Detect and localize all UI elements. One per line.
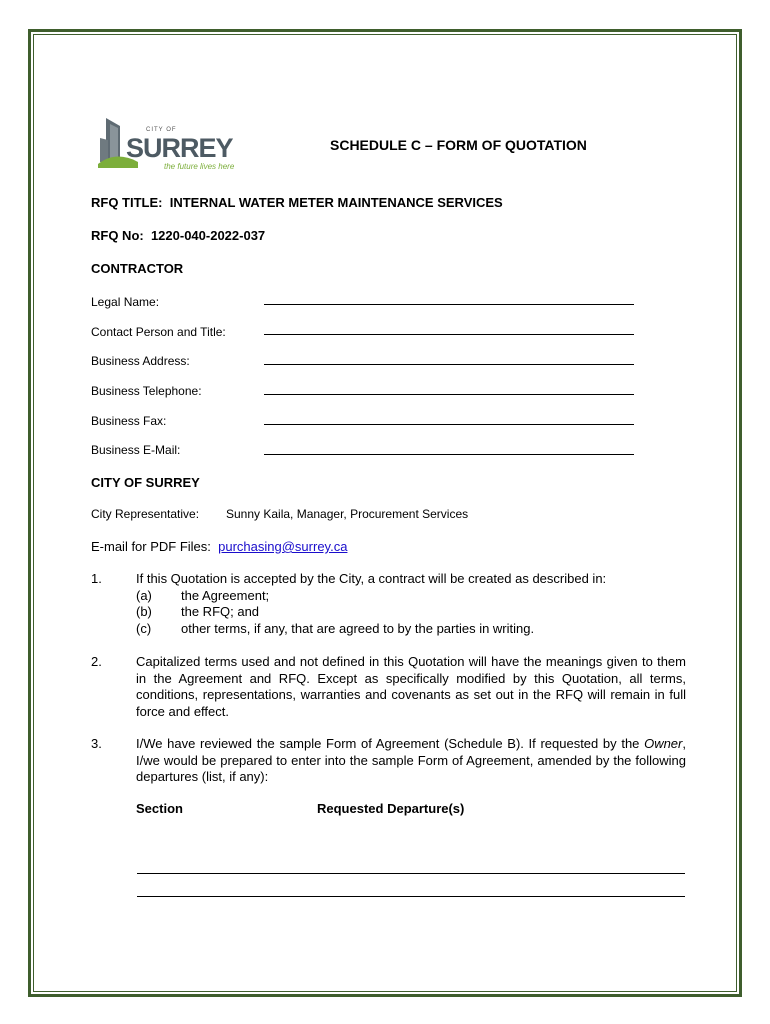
business-telephone-label: Business Telephone:: [91, 384, 202, 398]
rfq-title-value: INTERNAL WATER METER MAINTENANCE SERVICES: [169, 195, 503, 210]
logo-name: SURREY: [126, 133, 233, 163]
clause-3-text-before: I/We have reviewed the sample Form of Agreement (Schedule B). If requested by the: [136, 736, 645, 751]
departures-section-header: Section: [136, 801, 183, 816]
clause-1-text: If this Quotation is accepted by the City, a contract will be created as described in:: [136, 571, 607, 586]
business-address-label: Business Address:: [91, 354, 190, 368]
rfq-number: [91, 228, 265, 243]
legal-name-label: Legal Name:: [91, 295, 160, 309]
pdf-email-link[interactable]: purchasing@surrey.ca: [218, 539, 348, 554]
item-text: the Agreement;: [181, 587, 270, 603]
document-title: SCHEDULE C – FORM OF QUOTATION: [330, 137, 587, 153]
business-telephone-field[interactable]: [264, 394, 634, 395]
business-address-field[interactable]: [264, 364, 634, 365]
clause-1-item-a: [136, 588, 686, 605]
clause-3-text: [136, 736, 686, 786]
clause-2-number: 2.: [91, 654, 102, 669]
departures-requested-header: Requested Departure(s): [317, 801, 465, 816]
departure-line-1[interactable]: [137, 873, 685, 874]
rfq-title-label: RFQ TITLE:: [91, 195, 163, 210]
business-fax-field[interactable]: [264, 424, 634, 425]
contact-person-field[interactable]: [264, 334, 634, 335]
contact-person-label: Contact Person and Title:: [91, 325, 226, 339]
pdf-email-label: E-mail for PDF Files:: [91, 539, 211, 554]
clause-3-number: 3.: [91, 736, 102, 751]
city-representative-value: Sunny Kaila, Manager, Procurement Services: [226, 507, 469, 521]
rfq-number-label: RFQ No:: [91, 228, 144, 243]
rfq-title: [91, 195, 503, 210]
pdf-email-row: [91, 539, 347, 554]
clause-1-item-b: [136, 604, 686, 621]
item-key: (c): [136, 620, 152, 636]
clause-1: [136, 571, 686, 637]
logo-tagline: the future lives here: [164, 162, 235, 171]
clause-3-text-after: , I/we would be prepared to enter into the sample Form of Agreement, amended by the following departures (list, if any):: [136, 736, 686, 784]
business-email-label: Business E-Mail:: [91, 443, 181, 457]
item-text: the RFQ; and: [181, 604, 260, 619]
rfq-number-value: 1220-040-2022-037: [150, 228, 266, 243]
departure-line-2[interactable]: [137, 896, 685, 897]
city-representative-label: City Representative:: [91, 507, 200, 521]
item-key: (b): [136, 604, 152, 619]
clause-1-number: 1.: [91, 571, 102, 586]
item-key: (a): [136, 587, 152, 603]
clause-2-text: Capitalized terms used and not defined in this Quotation will have the meanings given to them in the Agreement and RFQ. Except as specifically modified by this Quotation, all terms, conditions, representations, warranties and covenants as set out in the RFQ will remain in full force and effect.: [136, 654, 686, 719]
city-heading: CITY OF SURREY: [91, 475, 200, 490]
clause-1-item-c: [136, 621, 686, 638]
business-fax-label: Business Fax:: [91, 414, 167, 428]
clause-3-owner: Owner: [644, 736, 683, 751]
surrey-logo: [96, 116, 246, 176]
contractor-heading: CONTRACTOR: [91, 261, 184, 276]
item-text: other terms, if any, that are agreed to by the parties in writing.: [181, 620, 535, 636]
logo-city-of: CITY OF: [146, 127, 177, 133]
business-email-field[interactable]: [264, 454, 634, 455]
legal-name-field[interactable]: [264, 304, 634, 305]
